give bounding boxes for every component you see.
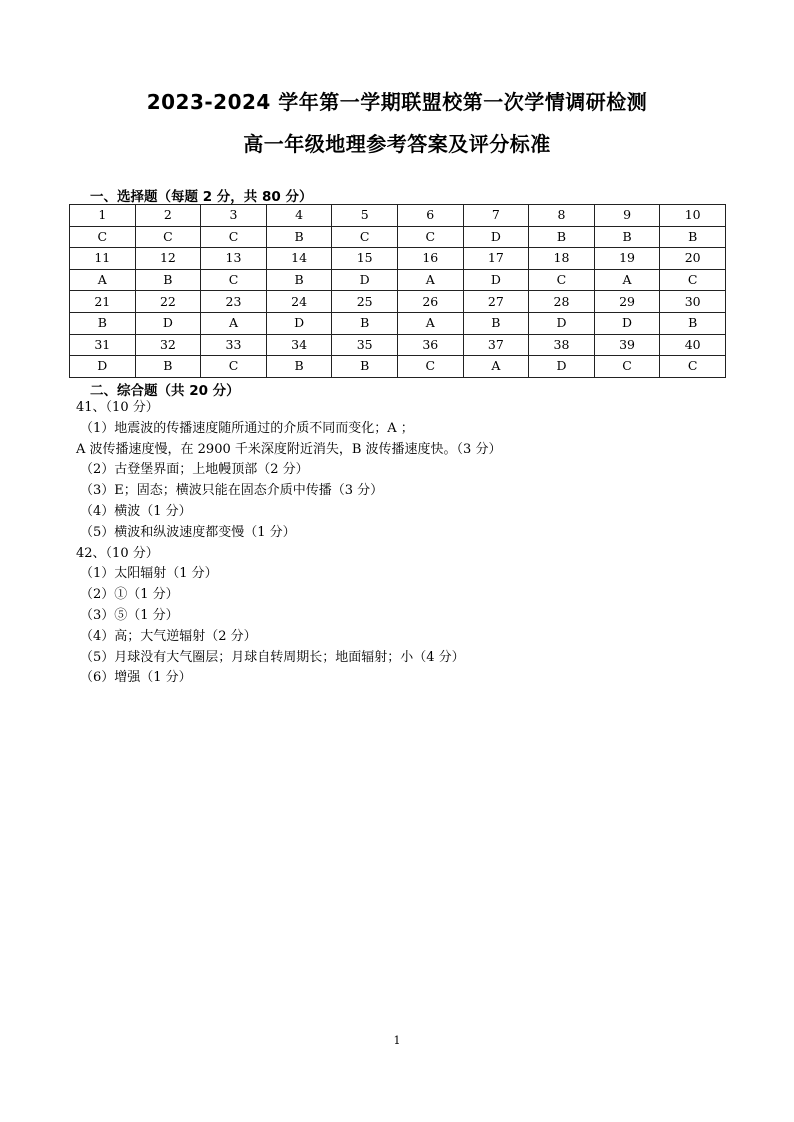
answer-line: （5）月球没有大气圈层；月球自转周期长；地面辐射；小（4 分）	[80, 649, 465, 665]
section-heading-choice: 一、选择题（每题 2 分，共 80 分）	[90, 189, 313, 205]
answer-line: （1）太阳辐射（1 分）	[80, 566, 218, 582]
page-number: 1	[393, 1034, 401, 1047]
answer-row	[70, 356, 726, 378]
answer-cell: C	[70, 226, 136, 248]
question-number-cell: 15	[332, 248, 398, 270]
question-number-cell: 8	[529, 205, 595, 227]
question-number-cell: 37	[463, 334, 529, 356]
answer-cell: A	[397, 312, 463, 334]
question-number-cell: 18	[529, 248, 595, 270]
answer-line: （2）古登堡界面；上地幔顶部（2 分）	[80, 462, 309, 478]
answer-line: （3）E；固态；横波只能在固态介质中传播（3 分）	[80, 483, 384, 499]
question-number-row	[70, 334, 726, 356]
question-number-cell: 10	[660, 205, 726, 227]
answer-cell: B	[332, 312, 398, 334]
question-number-cell: 9	[594, 205, 660, 227]
answer-row	[70, 226, 726, 248]
answer-cell: D	[529, 356, 595, 378]
question-number-row	[70, 205, 726, 227]
question-number-cell: 6	[397, 205, 463, 227]
question-number-cell: 29	[594, 291, 660, 313]
answer-line: （1）地震波的传播速度随所通过的介质不同而变化；A ；	[80, 420, 414, 436]
question-number-row	[70, 291, 726, 313]
question-number-cell: 11	[70, 248, 136, 270]
answer-line: A 波传播速度慢，在 2900 千米深度附近消失，B 波传播速度快。（3 分）	[76, 441, 502, 457]
question-number-cell: 34	[266, 334, 332, 356]
answer-cell: B	[135, 269, 201, 291]
answer-cell: A	[594, 269, 660, 291]
answer-cell: D	[463, 226, 529, 248]
answer-cell: A	[201, 312, 267, 334]
question-number-cell: 33	[201, 334, 267, 356]
answer-table	[69, 204, 726, 378]
answer-cell: D	[529, 312, 595, 334]
question-number-cell: 17	[463, 248, 529, 270]
answer-cell: B	[70, 312, 136, 334]
answer-cell: B	[332, 356, 398, 378]
question-number-cell: 28	[529, 291, 595, 313]
answer-cell: B	[266, 356, 332, 378]
answer-line: （6）增强（1 分）	[80, 670, 192, 686]
question-number-cell: 3	[201, 205, 267, 227]
section-heading-comprehensive: 二、综合题（共 20 分）	[90, 383, 240, 399]
answer-cell: C	[397, 226, 463, 248]
question-number-cell: 30	[660, 291, 726, 313]
answer-cell: D	[332, 269, 398, 291]
answer-cell: C	[397, 356, 463, 378]
document-subtitle: 高一年级地理参考答案及评分标准	[243, 132, 551, 156]
answer-cell: D	[594, 312, 660, 334]
answer-cell: A	[70, 269, 136, 291]
answer-cell: D	[463, 269, 529, 291]
question-number-cell: 20	[660, 248, 726, 270]
answer-cell: B	[660, 312, 726, 334]
answer-cell: C	[594, 356, 660, 378]
question-number-cell: 14	[266, 248, 332, 270]
question-number-cell: 4	[266, 205, 332, 227]
answer-line: 41、（10 分）	[76, 400, 159, 415]
answer-cell: D	[266, 312, 332, 334]
answer-cell: B	[594, 226, 660, 248]
document-title: 2023-2024 学年第一学期联盟校第一次学情调研检测	[146, 90, 648, 114]
question-number-cell: 19	[594, 248, 660, 270]
question-number-cell: 26	[397, 291, 463, 313]
question-number-cell: 13	[201, 248, 267, 270]
answer-cell: B	[529, 226, 595, 248]
question-number-cell: 12	[135, 248, 201, 270]
answer-line: （4）横波（1 分）	[80, 503, 192, 519]
question-number-cell: 23	[201, 291, 267, 313]
question-number-cell: 32	[135, 334, 201, 356]
question-number-cell: 21	[70, 291, 136, 313]
answer-cell: C	[135, 226, 201, 248]
answer-cell: C	[201, 226, 267, 248]
answer-cell: B	[266, 269, 332, 291]
answer-row	[70, 312, 726, 334]
question-number-cell: 2	[135, 205, 201, 227]
answer-cell: B	[660, 226, 726, 248]
answer-cell: B	[135, 356, 201, 378]
answer-cell: C	[660, 269, 726, 291]
question-number-cell: 24	[266, 291, 332, 313]
answer-cell: C	[660, 356, 726, 378]
question-number-cell: 40	[660, 334, 726, 356]
answer-cell: C	[529, 269, 595, 291]
answer-line: （5）横波和纵波速度都变慢（1 分）	[80, 524, 296, 540]
answer-row	[70, 269, 726, 291]
question-number-cell: 36	[397, 334, 463, 356]
question-number-cell: 35	[332, 334, 398, 356]
answer-line: 42、（10 分）	[76, 545, 159, 561]
question-number-cell: 1	[70, 205, 136, 227]
answer-cell: D	[135, 312, 201, 334]
question-number-cell: 27	[463, 291, 529, 313]
question-number-cell: 7	[463, 205, 529, 227]
question-number-row	[70, 248, 726, 270]
answer-cell: A	[397, 269, 463, 291]
answer-cell: D	[70, 356, 136, 378]
question-number-cell: 39	[594, 334, 660, 356]
question-number-cell: 5	[332, 205, 398, 227]
answer-lines	[76, 398, 501, 689]
question-number-cell: 31	[70, 334, 136, 356]
answer-line: （2）①（1 分）	[80, 587, 179, 603]
question-number-cell: 25	[332, 291, 398, 313]
answer-line: （3）⑤（1 分）	[80, 607, 179, 623]
question-number-cell: 16	[397, 248, 463, 270]
question-number-cell: 22	[135, 291, 201, 313]
answer-cell: C	[201, 356, 267, 378]
answer-cell: A	[463, 356, 529, 378]
answer-line: （4）高；大气逆辐射（2 分）	[80, 628, 257, 644]
answer-cell: B	[463, 312, 529, 334]
answer-cell: C	[201, 269, 267, 291]
question-number-cell: 38	[529, 334, 595, 356]
answer-cell: C	[332, 226, 398, 248]
answer-cell: B	[266, 226, 332, 248]
